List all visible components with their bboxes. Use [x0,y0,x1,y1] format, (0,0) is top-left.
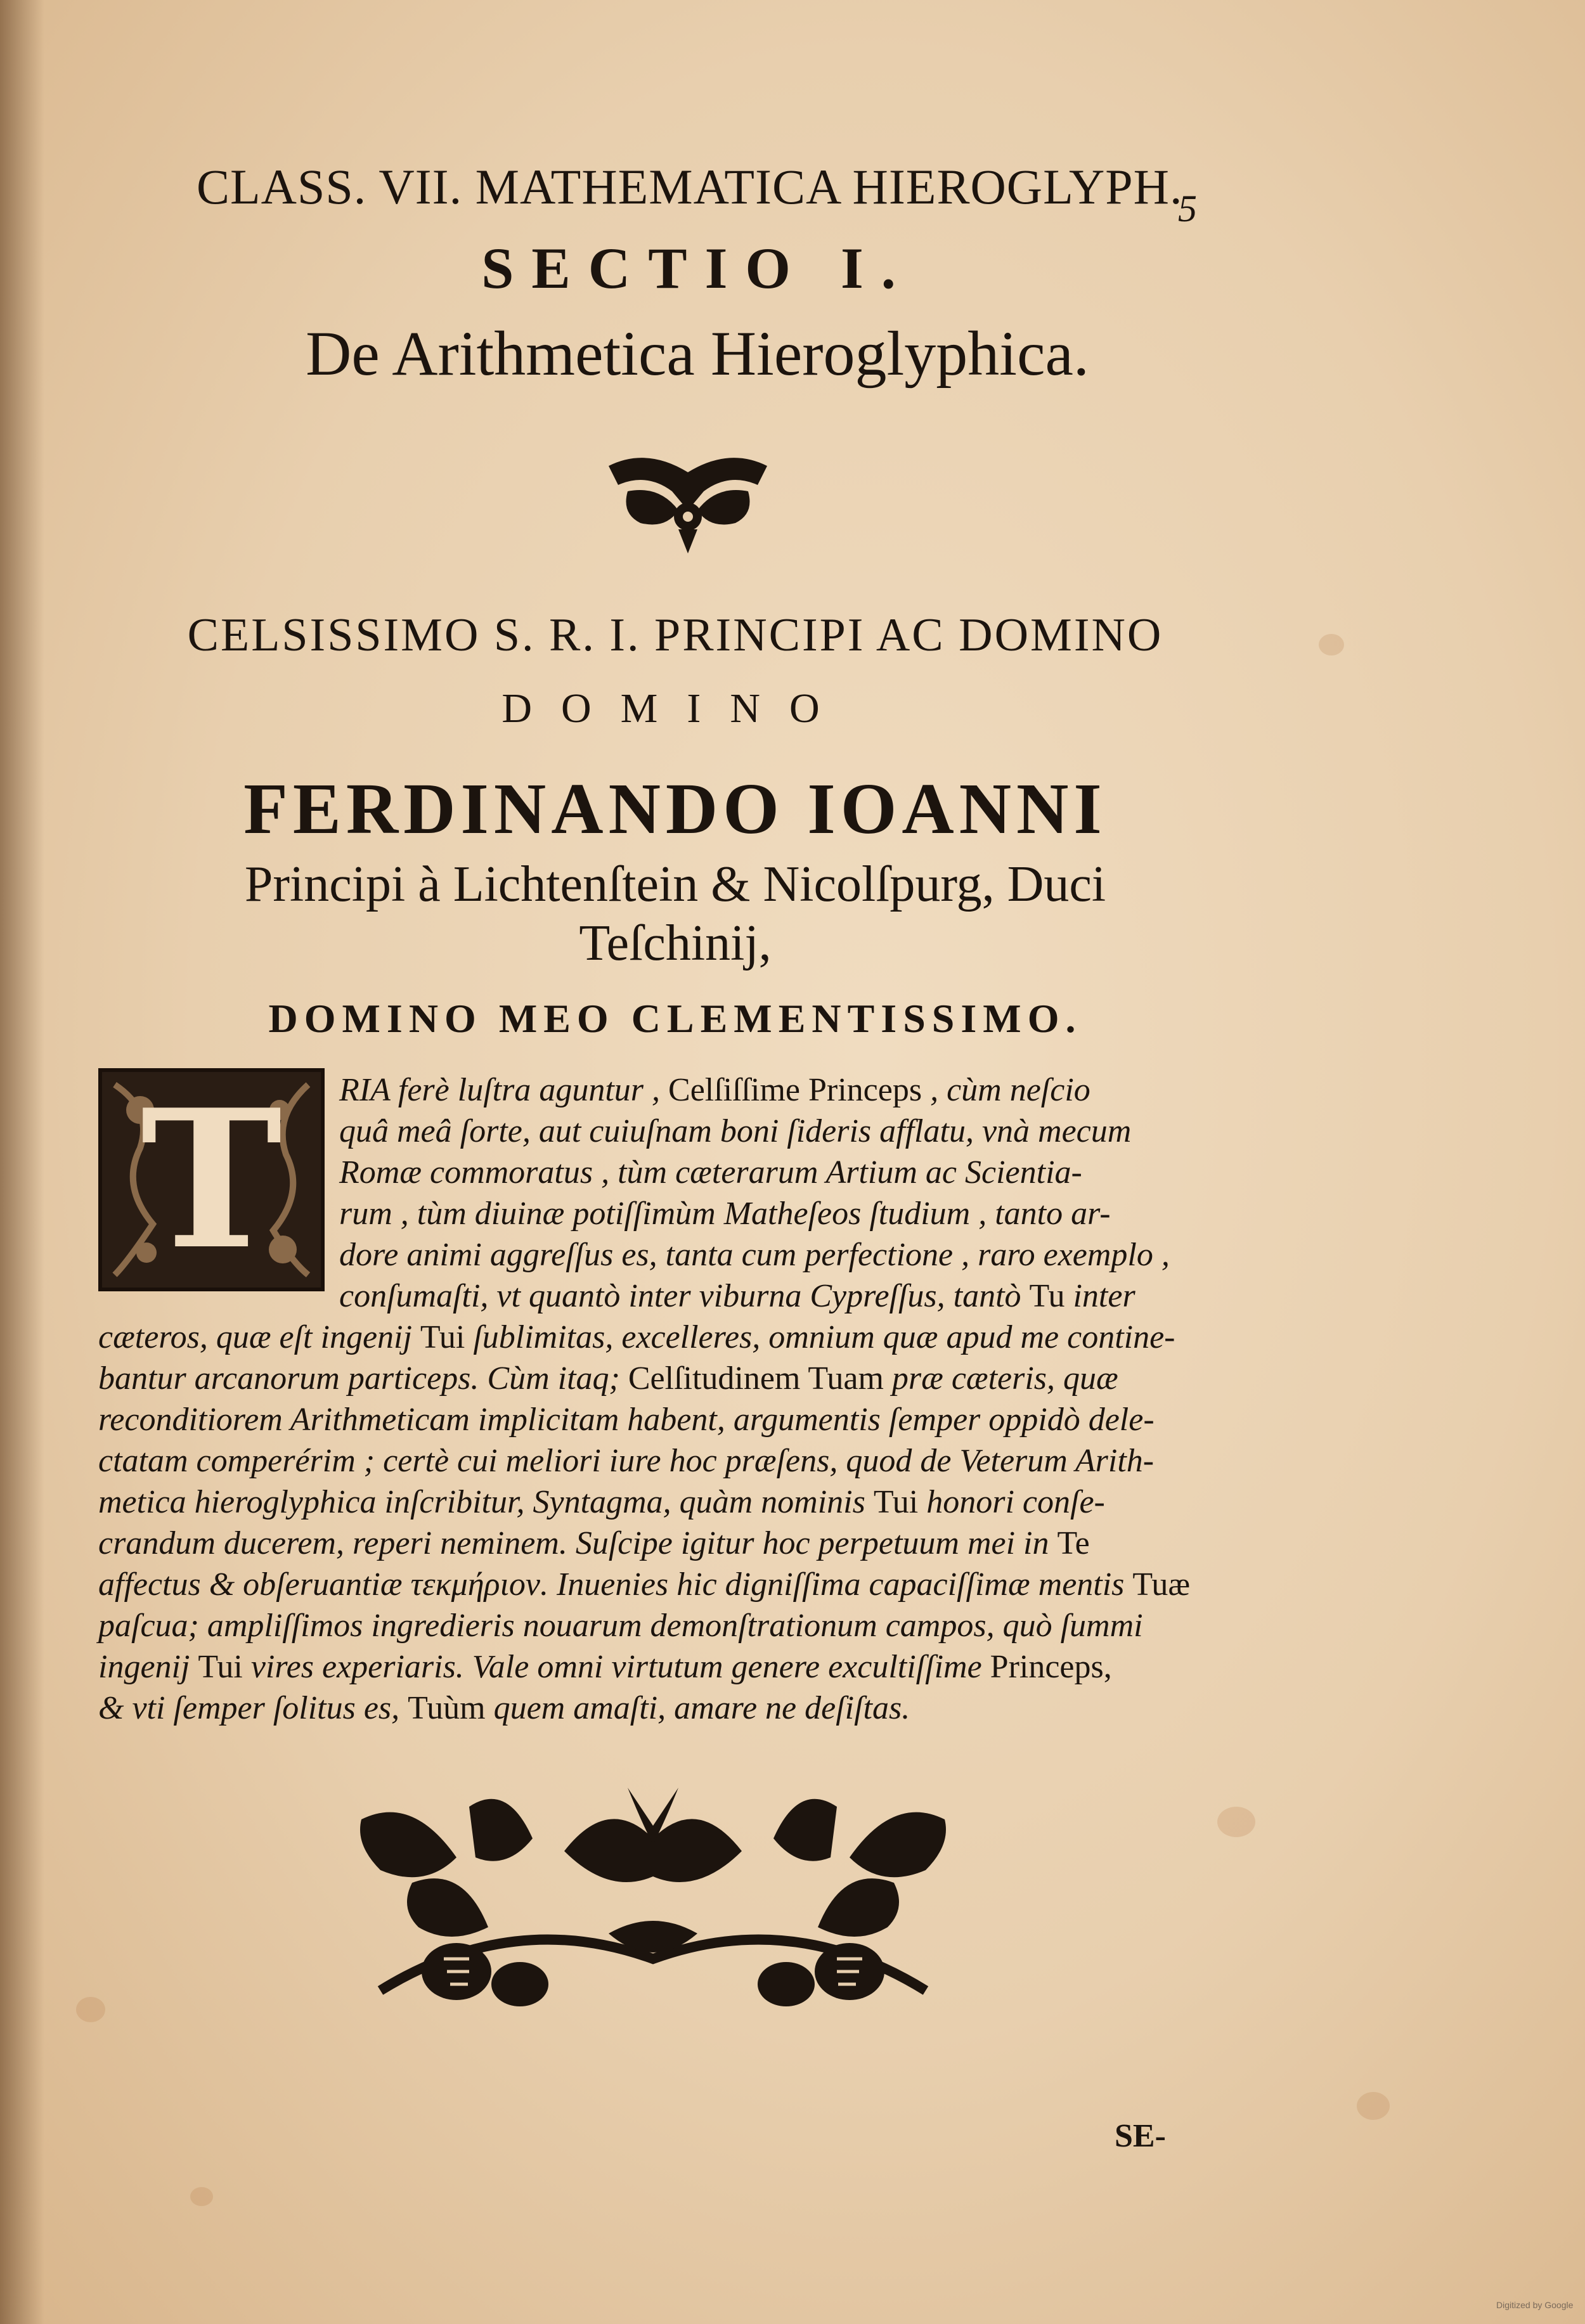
body-text-line: crandum ducerem, reperi neminem. Suſcipe igitur hoc perpetuum mei in Te [98,1525,1090,1561]
page-number: 5 [1178,188,1197,229]
body-text-line: cæteros, quæ eſt ingenij Tui ſublimitas, excelleres, omnium quæ apud me contine- [98,1319,1175,1355]
body-text-line: conſumaſti, vt quantò inter viburna Cypreſſus, tantò Tu inter [339,1278,1135,1314]
stain [1217,1807,1255,1837]
floral-ornament-icon [355,1781,951,2013]
body-text-line: ingenij Tui vires experiaris. Vale omni virtutum genere excultiſſime Princeps, [98,1649,1112,1685]
dedication-closing: DOMINO MEO CLEMENTISSIMO. [268,996,1082,1041]
body-text-line: Romæ commoratus , tùm cæterarum Artium ac Scientia- [339,1154,1082,1191]
body-text-line: & vti ſemper ſolitus es, Tuùm quem amaſti, amare ne deſiſtas. [98,1690,910,1726]
stain [76,1997,105,2022]
section-heading: SECTIO I. [481,236,914,300]
dedicatee-name: FERDINANDO IOANNI [243,768,1107,849]
dedicatee-title: Principi à Lichtenſtein & Nicolſpurg, Duci [244,856,1106,912]
body-text-line: dore animi aggreſſus es, tanta cum perfectione , raro exemplo , [339,1237,1170,1273]
dedicatee-title: Teſchinij, [579,915,772,971]
stain [190,2187,213,2206]
decorated-initial-icon [98,1068,325,1291]
body-text-line: rum , tùm diuinæ potiſſimùm Matheſeos ſtudium , tanto ar- [339,1196,1111,1232]
stain [1357,2092,1390,2120]
digitized-watermark: Digitized by Google [1496,2300,1574,2310]
body-text-line: reconditiorem Arithmeticam implicitam habent, argumentis ſemper oppidò dele- [98,1402,1155,1438]
body-text-line: RIA ferè luſtra aguntur , Celſiſſime Princeps , cùm neſcio [339,1072,1090,1108]
dedication-line: CELSISSIMO S. R. I. PRINCIPI AC DOMINO [187,609,1163,661]
woodcut-ornament-icon [602,447,773,558]
dedication-line: DOMINO [501,685,849,732]
body-text-line: metica hieroglyphica inſcribitur, Syntagma, quàm nominis Tui honori conſe- [98,1484,1105,1520]
body-text-line: ctatam comperérim ; certè cui meliori iure hoc præſens, quod de Veterum Arith- [98,1443,1155,1479]
initial-letter: T [140,1068,283,1291]
body-text-line: affectus & obſeruantiæ τεκμήριον. Inuenies hic digniſſima capaciſſimæ mentis Tuæ [98,1566,1191,1603]
section-subtitle: De Arithmetica Hieroglyphica. [306,318,1089,389]
body-text-line: quâ meâ ſorte, aut cuiuſnam boni ſideris afflatu, vnà mecum [339,1113,1132,1149]
running-header: CLASS. VII. MATHEMATICA HIEROGLYPH. [197,159,1183,214]
catchword: SE- [1115,2118,1166,2154]
body-text-line: bantur arcanorum particeps. Cùm itaq; Celſitudinem Tuam præ cæteris, quæ [98,1360,1118,1397]
body-text-line: paſcua; ampliſſimos ingredieris nouarum demonſtrationum campos, quò ſummi [98,1608,1143,1644]
